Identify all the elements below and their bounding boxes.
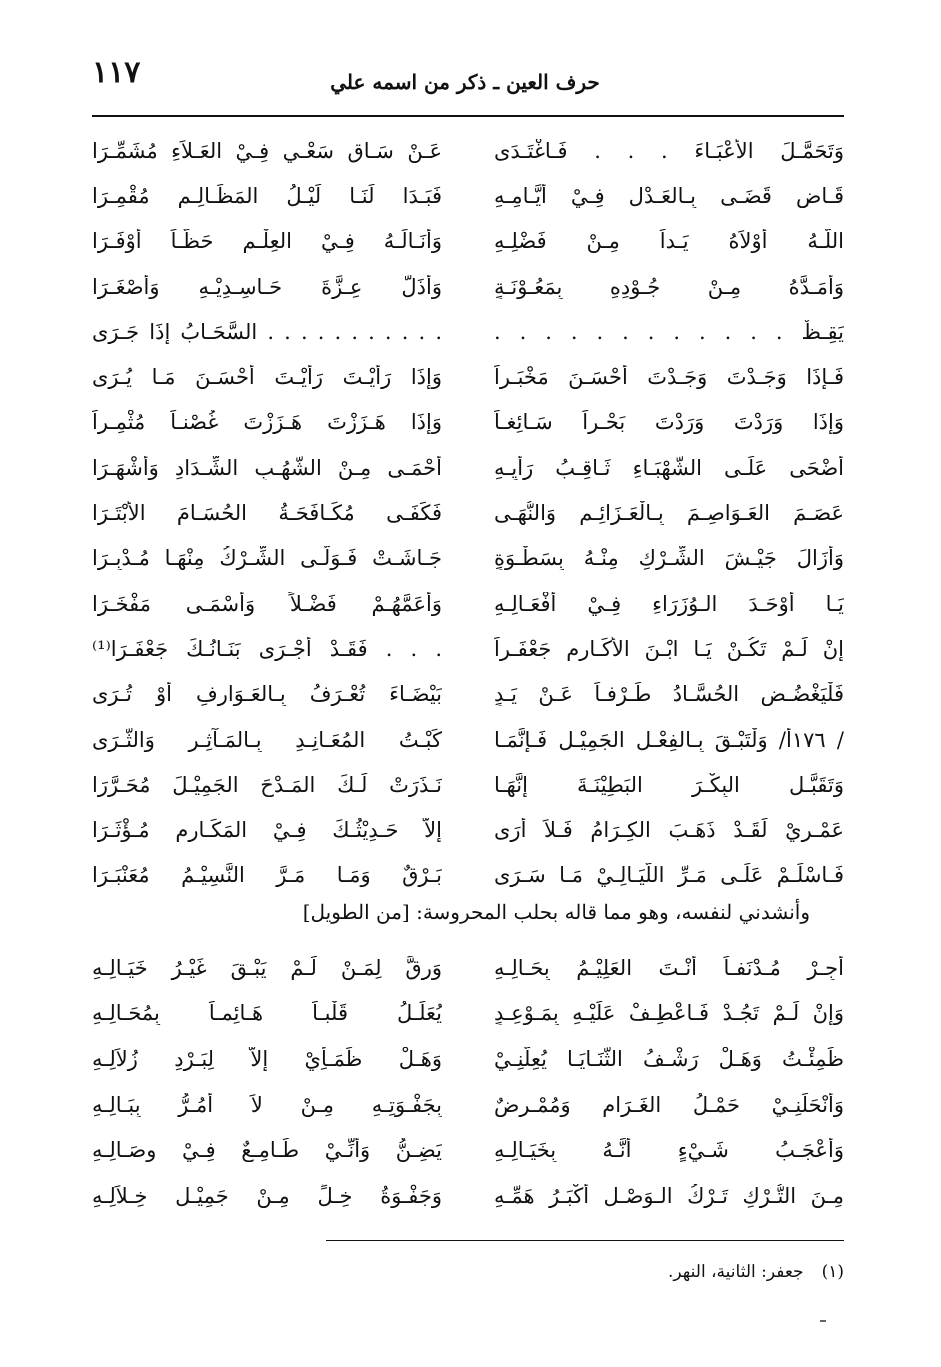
verse-first-hemistich: وَإِذَا وَرَدْتَ وَرَدْتَ بَحْـراً سَـائِغـاً [494, 410, 844, 435]
verse-second-hemistich: نَـذَرَتْ لَـكَ المَـدْحَ الجَمِيْـلَ مُحَـرَّرَا [92, 772, 442, 797]
verse-first-hemistich: فَلْيَغْضُـضِ الحُسَّـادُ طَـرْفـاً عَـنْ يَـدٍ [494, 682, 844, 707]
verse-second-hemistich: وَرِقَّ لِمَـنْ لَـمْ يَبْـقَ غَيْـرُ خَيَـالِـهِ [92, 955, 442, 980]
verse-first-hemistich: فَـإِذَا وَجَـدْتَ وَجَـدْتَ أَحْسَـنَ مَخْبَـراً [494, 365, 844, 390]
verse-second-hemistich: وَأَعَمَّهُـمْ فَضْـلاً وَأَسْمَـى مَفْخَـرَا [92, 591, 442, 616]
verse-row [92, 807, 844, 852]
verse-second-hemistich: وَإِذَا هَـزَزْتَ هَـزَزْتَ غُصْنـاً مُثْمِـراً [92, 410, 442, 435]
verse-second-hemistich: بِجَفْـوَتِـهِ مِـنْ لاَ أُمُـرُّ بِبَـالِـهِ [92, 1092, 442, 1117]
verse-row [92, 400, 844, 445]
verse-first-hemistich: وَأَمَـدَّهُ مِـنْ جُـوْدِهِ بِمَعُـوْنَـةٍ [494, 274, 844, 299]
verse-row [92, 672, 844, 717]
verse-row [92, 445, 844, 490]
verse-row [92, 1127, 844, 1173]
verse-row [92, 536, 844, 581]
verse-first-hemistich: يَقِـظٌ . . . . . . . . . . . . [494, 319, 844, 344]
verse-first-hemistich: عَمْـرِيْ لَقَـدْ ذَهَـبَ الكِـرَامُ فَـلاَ أَرَى [494, 818, 844, 843]
poem-block-1 [92, 128, 844, 898]
verse-second-hemistich: بَيْضَـاءَ تُعْـرَفُ بِـالعَـوَارِفِ أَوْ تُـرَى [92, 682, 442, 707]
verse-row [92, 853, 844, 898]
verse-first-hemistich: مِـنَ التُّـرْكِ تَـرْكُ الـوَصْـلِ أَكْبَـرُ هَمِّـهِ [494, 1183, 844, 1208]
verse-first-hemistich: إِنْ لَـمْ تَكُـنْ يَـا ابْـنَ الأَكَـارِمِ جَعْفَـراً [494, 636, 844, 661]
verse-first-hemistich: وَأَعْجَـبُ شَـيْءٍ أَنَّـهُ بِخَيَـالِـهِ [494, 1138, 844, 1163]
verse-row [92, 762, 844, 807]
verse-first-hemistich: يَـا أَوْحَـدَ الـوُزَرَاءِ فِـيْ أَفْعَـالِـهِ [494, 591, 844, 616]
verse-second-hemistich: إِلاَّ حَـدِيْثُـكَ فِـيْ المَكَـارِمِ مُـؤْثَـرَا [92, 818, 442, 843]
verse-first-hemistich: ظَمِئْـتُ وَهَـلْ رَشْـفُ الثَّنَـايَـا يُعِلُّنِـيْ [494, 1046, 844, 1071]
header-rule [92, 115, 844, 117]
verse-second-hemistich: وَأَذَلَّ عِـزَّةَ حَـاسِـدِيْـهِ وَأَصْغَـرَا [92, 274, 442, 299]
print-speck [820, 1320, 826, 1322]
verse-row [92, 581, 844, 626]
verse-row [92, 1173, 844, 1219]
verse-row [92, 309, 844, 354]
verse-second-hemistich: . . . . . . . . . . . السَّحَـابُ إِذَا جَـرَى [92, 319, 442, 344]
poem-block-2 [92, 945, 844, 1219]
verse-row [92, 219, 844, 264]
verse-second-hemistich: جَـاشَـتْ فَـوَلَّـى الشِّـرْكُ مِنْهَـا مُـدْبِـرَا [92, 546, 442, 571]
verse-row [92, 626, 844, 671]
verse-second-hemistich: فَكَفَـى مُكَـافَحَـةُ الحُسَـامَ الأَبْتَـرَا [92, 501, 442, 526]
footnote-rule [326, 1240, 844, 1241]
verse-row [92, 945, 844, 991]
verse-first-hemistich: / ١٧٦أ/ وَلْتَبْـقَ بِـالفِعْـلِ الجَمِيْـلِ فَـإِنَّمَـا [494, 727, 844, 752]
verse-second-hemistich: بَـرْقٌ وَمَـا مَـرَّ النَّسِيْـمُ مُعَنْبَـرَا [92, 863, 442, 888]
verse-second-hemistich: فَبَـدَا لَنَـا لَيْـلُ المَظَـالِـمِ مُقْمِـرَا [92, 183, 442, 208]
verse-first-hemistich: عَصَـمَ العَـوَاصِـمَ بِـالْعَـزَائِـمِ وَالنُّهَـى [494, 501, 844, 526]
footnote-marker: (١) [821, 1262, 844, 1282]
verse-row [92, 264, 844, 309]
verse-second-hemistich: عَـنْ سَـاقِ سَعْـيٍ فِـيْ العَـلاَءِ مُشَمِّـرَا [92, 138, 442, 163]
verse-row [92, 991, 844, 1037]
verse-row [92, 354, 844, 399]
verse-row [92, 173, 844, 218]
verse-second-hemistich: وَجَفْـوَةُ خِـلٍّ مِـنْ جَمِيْـلِ خِـلاَلِـهِ [92, 1183, 442, 1208]
footnote-text: جعفر: الثانية، النهر. [668, 1262, 804, 1282]
verse-first-hemistich: وَأَزَالَ جَيْـشَ الشِّـرْكِ مِنْـهُ بِسَطْـوَةٍ [494, 546, 844, 571]
verse-row [92, 490, 844, 535]
verse-row [92, 1082, 844, 1128]
verse-second-hemistich: أَحْمَـى مِـنْ الشُّهُـبِ الشِّـدَادِ وَأَشْهَـرَا [92, 455, 442, 480]
verse-second-hemistich: وَأَنَـالَـهُ فِـيْ العِلْـمِ حَظَّـاً أَوْفَـرَا [92, 229, 442, 254]
prose-intro-line: وأنشدني لنفسه، وهو مما قاله بحلب المحروسة: [من الطويل] [302, 900, 810, 924]
verse-row [92, 128, 844, 173]
verse-first-hemistich: وَإِنْ لَـمْ تَجُـدْ فَـاعْطِـفْ عَلَيْـهِ بِمَـوْعِـدٍ [494, 1001, 844, 1026]
footnote [500, 1262, 844, 1282]
verse-second-hemistich: وَهَـلْ ظَمَـأِيْ إِلاَّ لِبَـرْدِ زُلاَلِـهِ [92, 1046, 442, 1071]
running-head: حرف العين ـ ذكر من اسمه علي [330, 70, 600, 94]
verse-second-hemistich: يَضِـنُّ وَأَنِّـيْ طَـامِـعٌ فِـيْ وِصَـالِـهِ [92, 1138, 442, 1163]
verse-first-hemistich: أَضْحَى عَلَـى الشَّهْبَـاءِ ثَـاقِـبُ رَأْيِـهِ [494, 455, 844, 480]
verse-second-hemistich: يُعَلِّـلُ قَلْبـاً هَـائِمـاً بِمُحَـالِـهِ [92, 1001, 442, 1026]
verse-first-hemistich: وَتَقَبَّـلِ البِكْـرَ البَطِيْنَـةَ إِنَّهَـا [494, 772, 844, 797]
verse-row [92, 717, 844, 762]
page-number: ١١٧ [92, 55, 141, 90]
verse-second-hemistich: كَبْـتُ المُعَـانِـدِ بِـالمَـآثِـرِ وَالثَّـرَى [92, 727, 442, 752]
verse-first-hemistich: قَـاضٍ قَضَـى بِـالعَـدْلِ فِـيْ أَيَّـامِـهِ [494, 183, 844, 208]
verse-first-hemistich: أُجِـرْ مُـدْنَفـاً أَنْـتَ العَلِيْـمُ بِحَـالِـهِ [494, 955, 844, 980]
verse-first-hemistich: وَأَنْحَلَنِـيْ حَمْـلُ الغَـرَامِ وَمُمْـرِضٌ [494, 1092, 844, 1117]
verse-first-hemistich: وَتَحَمَّـلَ الأَعْبَـاءَ . . . فَـاغْتَـدَى [494, 138, 844, 163]
verse-first-hemistich: اللّـهُ أَوْلاَهُ يَـداً مِـنْ فَضْلِـهِ [494, 229, 844, 254]
verse-first-hemistich: فَـاسْلَـمْ عَلَـى مَـرِّ اللَّيَـالِـيْ مَـا سَـرَى [494, 863, 844, 888]
verse-second-hemistich: وَإِذَا رَأَيْـتَ رَأَيْـتَ أَحْسَـنَ مَـا يُـرَى [92, 365, 442, 390]
verse-row [92, 1036, 844, 1082]
verse-second-hemistich: . . . فَقَـدْ أَجْـرَى بَنَـانُـكَ جَعْفَـرَا⁽¹⁾ [92, 636, 442, 661]
